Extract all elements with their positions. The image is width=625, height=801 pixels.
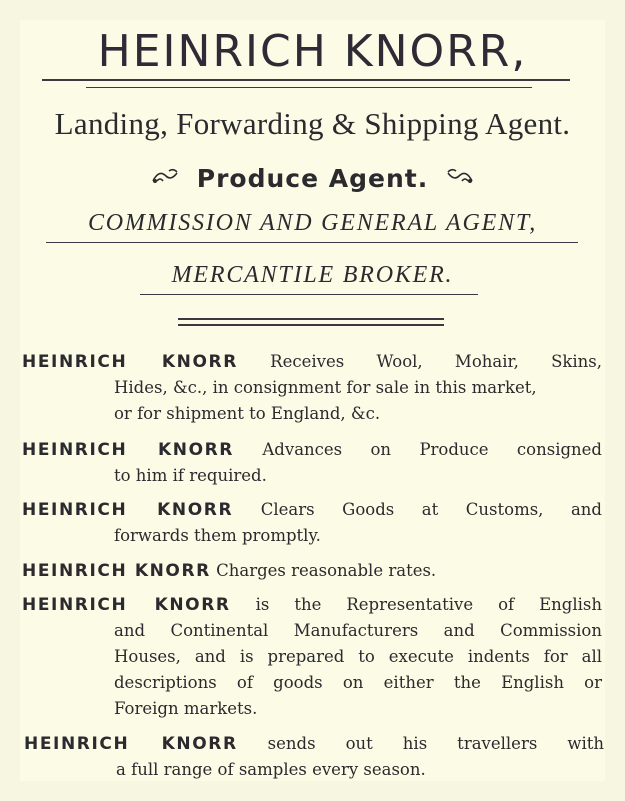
commission-underline [46, 242, 578, 243]
advertiser-name: HEINRICH KNORR [24, 734, 238, 754]
services-subtitle: Landing, Forwarding & Shipping Agent. [54, 106, 571, 141]
double-rule-bottom [178, 324, 444, 326]
service-paragraph-representative: HEINRICH KNORR is the Representative of English and Continental Manufacturers and Commission Houses, and is prepared to execute indents for all descriptions of goods on either the English or Foreign markets. [22, 595, 602, 718]
title-underline-top [42, 79, 570, 81]
advertiser-name: HEINRICH KNORR [22, 595, 231, 615]
broker-underline [140, 294, 478, 295]
service-paragraph-travellers: HEINRICH KNORR sends out his travellers with a full range of samples every season. [24, 734, 604, 779]
service-paragraph-customs: HEINRICH KNORR Clears Goods at Customs, and forwards them promptly. [22, 500, 602, 545]
produce-agent-line [0, 164, 625, 193]
commission-agent-line: COMMISSION AND GENERAL AGENT, [87, 210, 538, 236]
advertiser-name: HEINRICH KNORR [22, 352, 238, 372]
right-scroll-ornament-icon [444, 166, 474, 190]
title-underline-bottom [86, 87, 532, 88]
advertiser-name: HEINRICH KNORR [22, 561, 211, 581]
advertiser-name-heading: HEINRICH KNORR, [97, 26, 528, 77]
mercantile-broker-line: MERCANTILE BROKER. [171, 262, 454, 288]
service-paragraph-rates: HEINRICH KNORR Charges reasonable rates. [22, 561, 437, 581]
advertiser-name: HEINRICH KNORR [22, 440, 234, 460]
produce-agent-text: Produce Agent. [196, 164, 429, 193]
advertiser-name: HEINRICH KNORR [22, 500, 234, 520]
service-paragraph-advances: HEINRICH KNORR Advances on Produce consigned to him if required. [22, 440, 602, 485]
double-rule-top [178, 318, 444, 320]
left-scroll-ornament-icon [151, 166, 181, 190]
service-paragraph-consignment: HEINRICH KNORR Receives Wool, Mohair, Skins, Hides, &c., in consignment for sale in this market, or for shipment to England, &c. [22, 352, 602, 423]
